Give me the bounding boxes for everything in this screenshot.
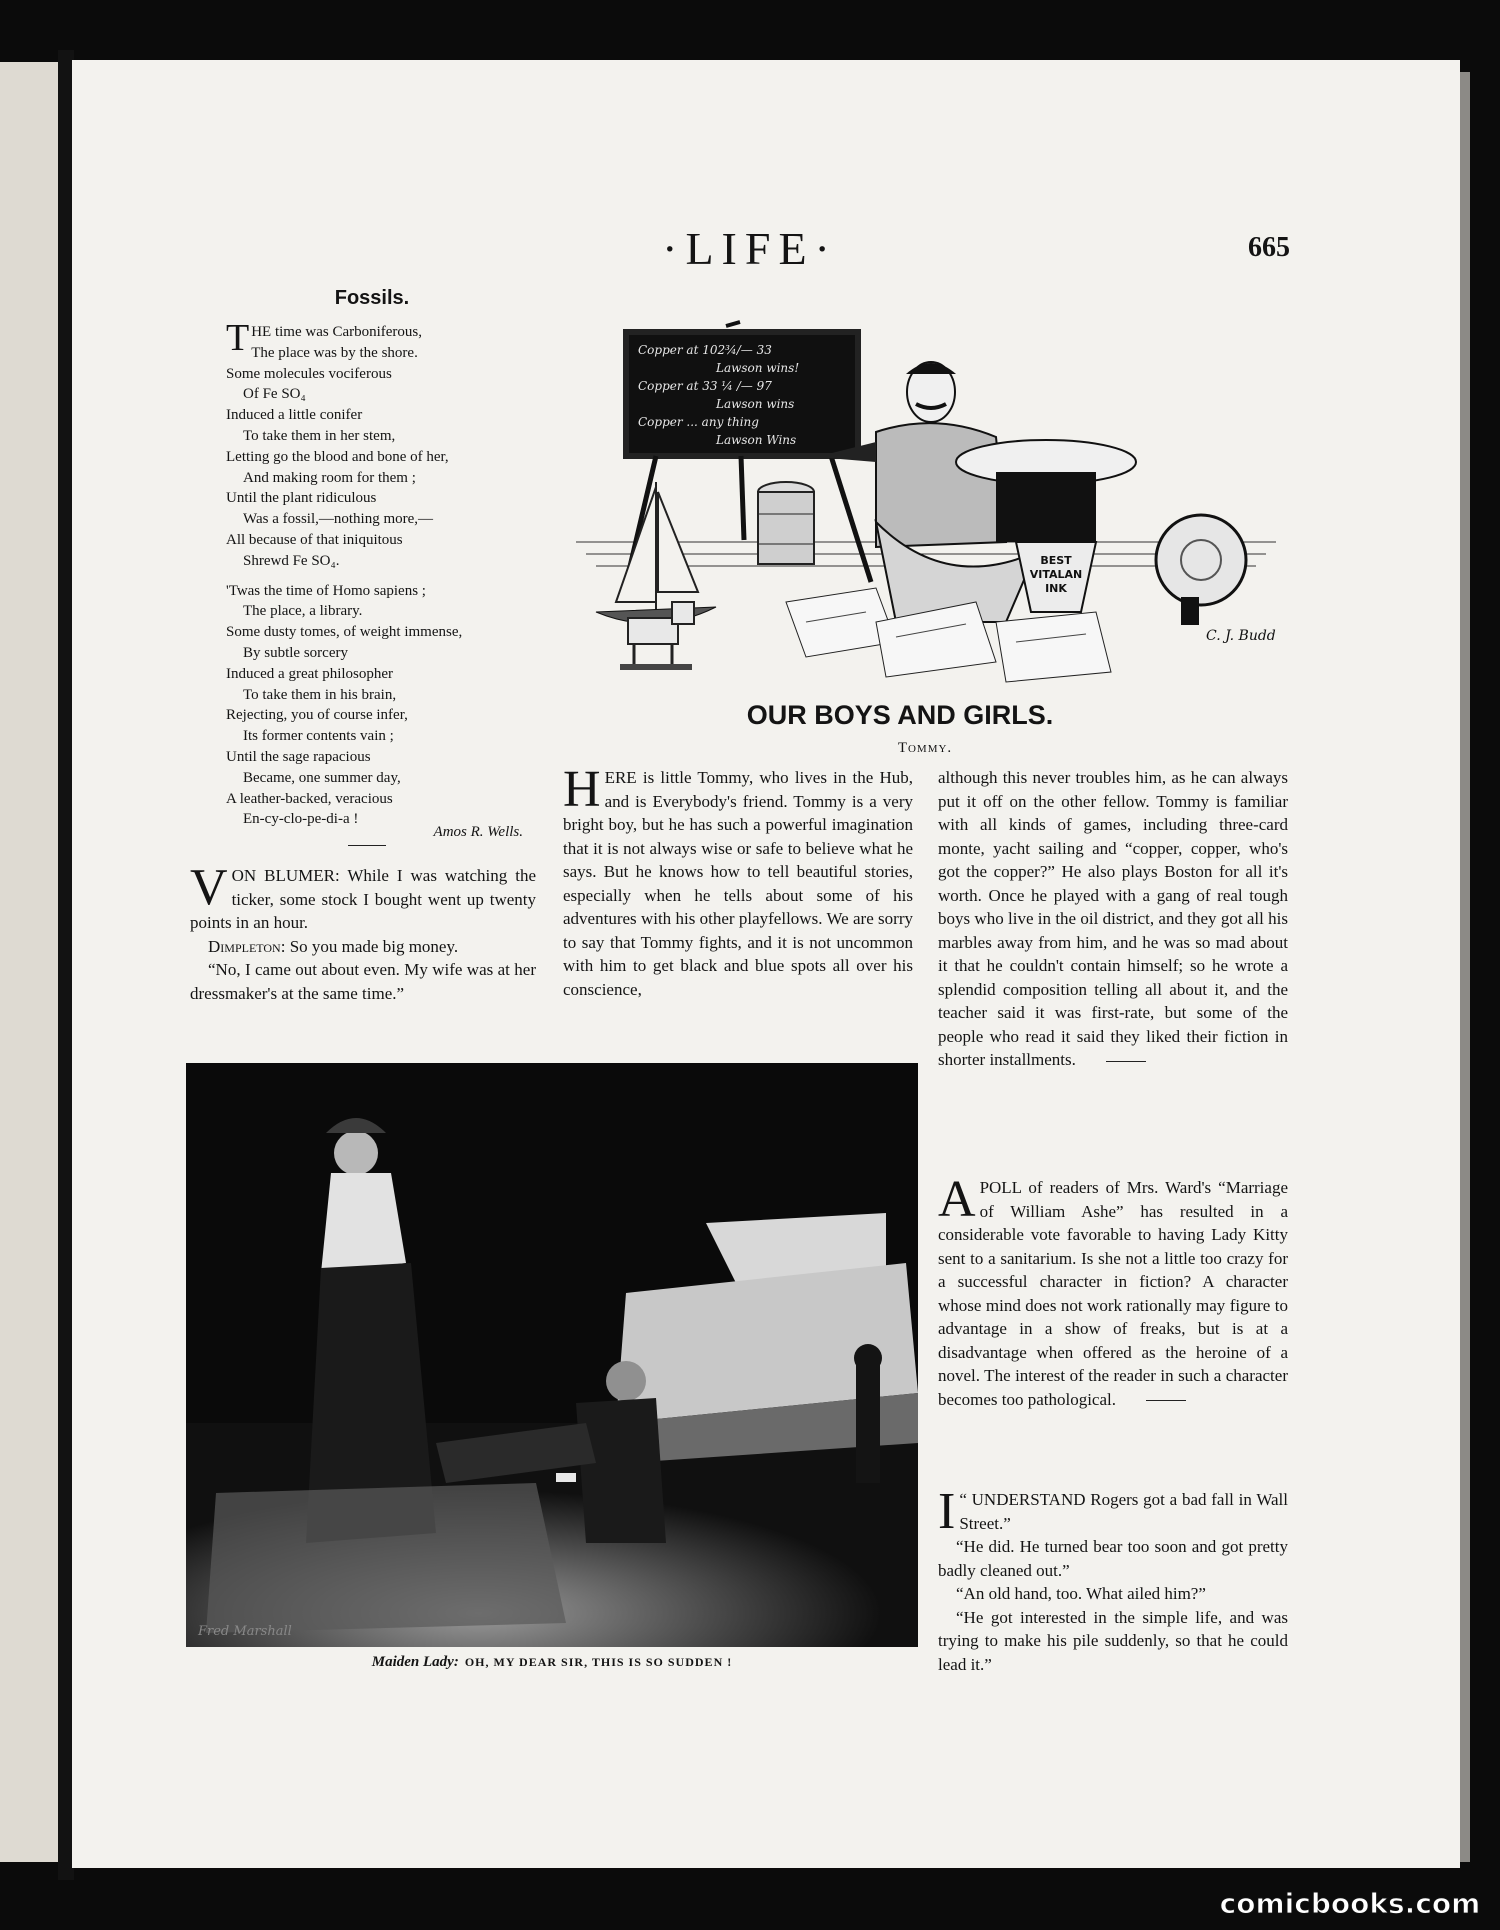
poem-line-text: Letting go the blood and bone of her, [226, 448, 449, 465]
poem-line [226, 530, 526, 551]
poem-line [226, 509, 526, 530]
poem-line-text: HE time was Carboniferous, [251, 324, 423, 340]
article-column-2 [938, 766, 1288, 1072]
poem-line-text: By subtle sorcery [243, 644, 348, 661]
open-quote: “ [959, 1490, 967, 1509]
poem-line-text: 'Twas the time of Homo sapiens ; [226, 582, 426, 599]
maiden-lady-photograph [186, 1063, 918, 1647]
ink-label-line: BEST [1040, 554, 1072, 567]
ink-label-line: INK [1045, 582, 1067, 595]
poem-line-text: The place was by the shore. [251, 344, 418, 361]
poem-line [226, 705, 526, 726]
von-blumer-joke [190, 859, 536, 1005]
poem-line-text: To take them in his brain, [243, 686, 397, 703]
cartoon-illustration [576, 292, 1276, 690]
poem-line-text: Some dusty tomes, of weight immense, [226, 624, 463, 641]
poll-item [938, 1171, 1288, 1411]
poem-line [226, 664, 526, 685]
joke-paragraph: UNDERSTAND Rogers got a bad fall in Wall Street.” [959, 1490, 1288, 1533]
poem-line-text: All because of that iniquitous [226, 531, 403, 548]
joke-paragraph: So you made big money. [289, 936, 459, 956]
chalk-line: Lawson Wins [716, 433, 797, 447]
poem-line [226, 685, 526, 706]
poem-line-text: Until the sage rapacious [226, 748, 371, 765]
poem-line [226, 488, 526, 509]
poem-line [226, 468, 526, 489]
caption-label: Maiden Lady: [371, 1654, 459, 1670]
joke-paragraph: “He did. He turned bear too soon and got pretty badly cleaned out.” [938, 1537, 1288, 1580]
joke-paragraph: “An old hand, too. What ailed him?” [956, 1584, 1206, 1603]
photographer-signature: Fred Marshall [198, 1624, 292, 1639]
poem-line [226, 384, 526, 405]
poem-line [226, 426, 526, 447]
poem-line-text: En-cy-clo-pe-di-a ! [243, 811, 359, 828]
drop-cap: A [938, 1171, 976, 1228]
poem-line [226, 747, 526, 768]
article-column-1 [563, 761, 913, 1001]
poem-line [226, 581, 526, 602]
article-paragraph: although this never troubles him, as he can always put it off on the other fellow. Tommy is familiar with all kinds of games, including three-card monte, yacht sailing and “copper, copper, who's got the copper?” He also plays Boston for all it's worth. Once he played with a gang of real tough boys who live in the oil district, and they got all his marbles away from him, and he was so mad about it that he couldn't contain himself; so he wrote a splendid composition telling all about it, and the teacher said it was first-rate, but some of the people who read it said they liked their fiction in shorter installments. [938, 768, 1288, 1069]
barrel-icon [758, 482, 814, 564]
poem-line-text: And making room for them ; [243, 469, 416, 486]
poem-author: Amos R. Wells. [433, 824, 523, 840]
poem-line [226, 447, 526, 468]
joke-paragraph: ON BLUMER: While I was watching the ticker, some stock I bought went up twenty points in an hour. [190, 866, 536, 932]
article-title: OUR BOYS AND GIRLS. [746, 700, 1054, 730]
drop-cap: H [563, 761, 601, 818]
photo-caption [186, 1654, 918, 1671]
poem-line-text: A leather-backed, veracious [226, 790, 393, 807]
poem-line [226, 643, 526, 664]
rug-figure [206, 1483, 566, 1633]
poem-line [226, 551, 526, 572]
poll-paragraph: POLL of readers of Mrs. Ward's “Marriage of William Ashe” has resulted in a considerable vote favorable to having Lady Kitty sent to a sanitarium. Is she not a little too crazy for a successful character in fiction? A character whose mind does not work rationally may figure to advantage in a show of freaks, but is at a disadvantage when offered as the heroine of a novel. The interest of the reader in such a character becomes too pathological. [938, 1178, 1288, 1409]
poem-line [226, 726, 526, 747]
chalk-line: Lawson wins [716, 397, 795, 411]
poem-line [226, 601, 526, 622]
poem-line [226, 789, 526, 810]
poem-title: Fossils. [334, 287, 410, 309]
poem-line-text: Induced a great philosopher [226, 665, 394, 682]
article-paragraph: ERE is little Tommy, who lives in the Hub, and is Everybody's friend. Tommy is a very bright boy, but he has such a powerful imagination that it is not always wise or safe to believe what he says. But he knows how to tell beautiful stories, especially when he tells about some of his adventures with his other playfellows. We are sorry to say that Tommy fights, and it is not uncommon with him to get black and blue spots all over his conscience, [563, 768, 913, 999]
poem-line-text: Shrewd Fe SO₄. [243, 552, 340, 569]
poem-line [226, 622, 526, 643]
stanza-gap [226, 572, 526, 581]
toy-sailboat-icon [596, 482, 716, 623]
article-subtitle: Tommy. [897, 740, 953, 756]
poem-line-text: Became, one summer day, [243, 769, 401, 786]
rogers-joke [938, 1483, 1288, 1676]
poem-line-text: The place, a library. [243, 603, 363, 620]
chalk-line: Copper at 102¾/— 33 [638, 343, 772, 357]
watermark-text: comicbooks.com [1219, 1887, 1481, 1920]
chalk-line: Copper ... any thing [638, 415, 759, 429]
masthead-title: ·LIFE· [662, 223, 838, 274]
joke-paragraph: “He got interested in the simple life, and was trying to make his pile suddenly, so that he could lead it.” [938, 1607, 1288, 1674]
caption-text: OH, MY DEAR SIR, THIS IS SO SUDDEN ! [464, 1655, 733, 1669]
poem-line [226, 343, 526, 364]
poem-line [226, 364, 526, 385]
section-rule [1106, 1061, 1146, 1062]
poem-line-text: Of Fe SO₄ [243, 386, 306, 403]
speaker-name: Dimpleton: [208, 936, 286, 956]
cymbal-icon [1156, 515, 1246, 625]
poem-line-text: Some molecules vociferous [226, 365, 392, 382]
drop-cap: I [938, 1483, 956, 1540]
poem-line [226, 768, 526, 789]
ink-label-line: VITALAN [1029, 568, 1083, 581]
facing-page-edge [0, 62, 58, 1862]
section-rule [1146, 1400, 1186, 1401]
joke-paragraph: “No, I came out about even. My wife was at her dressmaker's at the same time.” [190, 960, 536, 1003]
artist-signature: C. J. Budd [1206, 628, 1276, 644]
chalk-line: Copper at 33 ¼ /— 97 [638, 379, 772, 393]
drop-cap: T [226, 317, 250, 359]
poem-line-text: Rejecting, you of course infer, [226, 707, 408, 724]
chalk-line: Lawson wins! [716, 361, 800, 375]
page-edge-shadow [1460, 72, 1470, 1862]
poem-line-text: To take them in her stem, [243, 427, 396, 444]
poem-line [226, 405, 526, 426]
drop-cap: V [190, 859, 228, 916]
poem-body [226, 317, 526, 830]
poem-line-text: Its former contents vain ; [243, 728, 394, 745]
poem-line-text: Was a fossil,—nothing more,— [243, 511, 434, 528]
signature-rule [348, 845, 386, 846]
poem-line-text: Until the plant ridiculous [226, 490, 377, 507]
page-number: 665 [1248, 232, 1290, 263]
site-watermark [1200, 1880, 1500, 1930]
poem-line-text: Induced a little conifer [226, 407, 363, 424]
